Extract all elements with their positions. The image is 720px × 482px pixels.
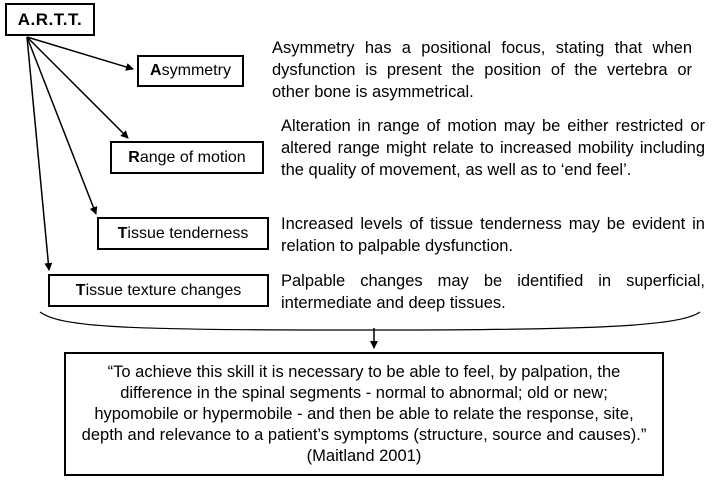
quote-box <box>64 352 664 476</box>
artt-root-box <box>5 3 95 36</box>
tissue-tenderness-label: Tissue tenderness <box>117 224 249 242</box>
root-label: A.R.T.T. <box>17 9 83 29</box>
tissue-tenderness-box <box>97 217 269 250</box>
range-of-motion-label: Range of motion <box>128 148 246 166</box>
tissue-texture-box <box>48 274 269 307</box>
arrow-to-tissue-tenderness <box>27 37 96 214</box>
tissue-texture-description: Palpable changes may be identified in superficial, intermediate and deep tissues. <box>281 272 705 312</box>
bracket-curve <box>40 312 700 330</box>
tissue-tenderness-description: Increased levels of tissue tenderness may be evident in relation to palpable dysfunction. <box>281 215 705 255</box>
asymmetry-label: Asymmetry <box>150 62 231 79</box>
tissue-texture-label: Tissue texture changes <box>75 281 242 299</box>
range-of-motion-description: Alteration in range of motion may be either restricted or altered range might relate to increased mobility including the quality of movement, as well as to ‘end feel’. <box>281 117 705 179</box>
quote-text: “To achieve this skill it is necessary to be able to feel, by palpation, the difference in the spinal segments - normal to abnormal; old or new; hypomobile or hypermobile - and then be able to relate the response, site, depth and relevance to a patient’s symptoms (structure, source and causes).” (Maitland 2001) <box>81 362 647 465</box>
asymmetry-description: Asymmetry has a positional focus, stating that when dysfunction is present the position of the vertebra or other bone is asymmetrical. <box>272 39 692 101</box>
arrow-to-tissue-texture <box>27 37 49 270</box>
asymmetry-box <box>137 55 244 87</box>
range-of-motion-box <box>110 141 264 174</box>
